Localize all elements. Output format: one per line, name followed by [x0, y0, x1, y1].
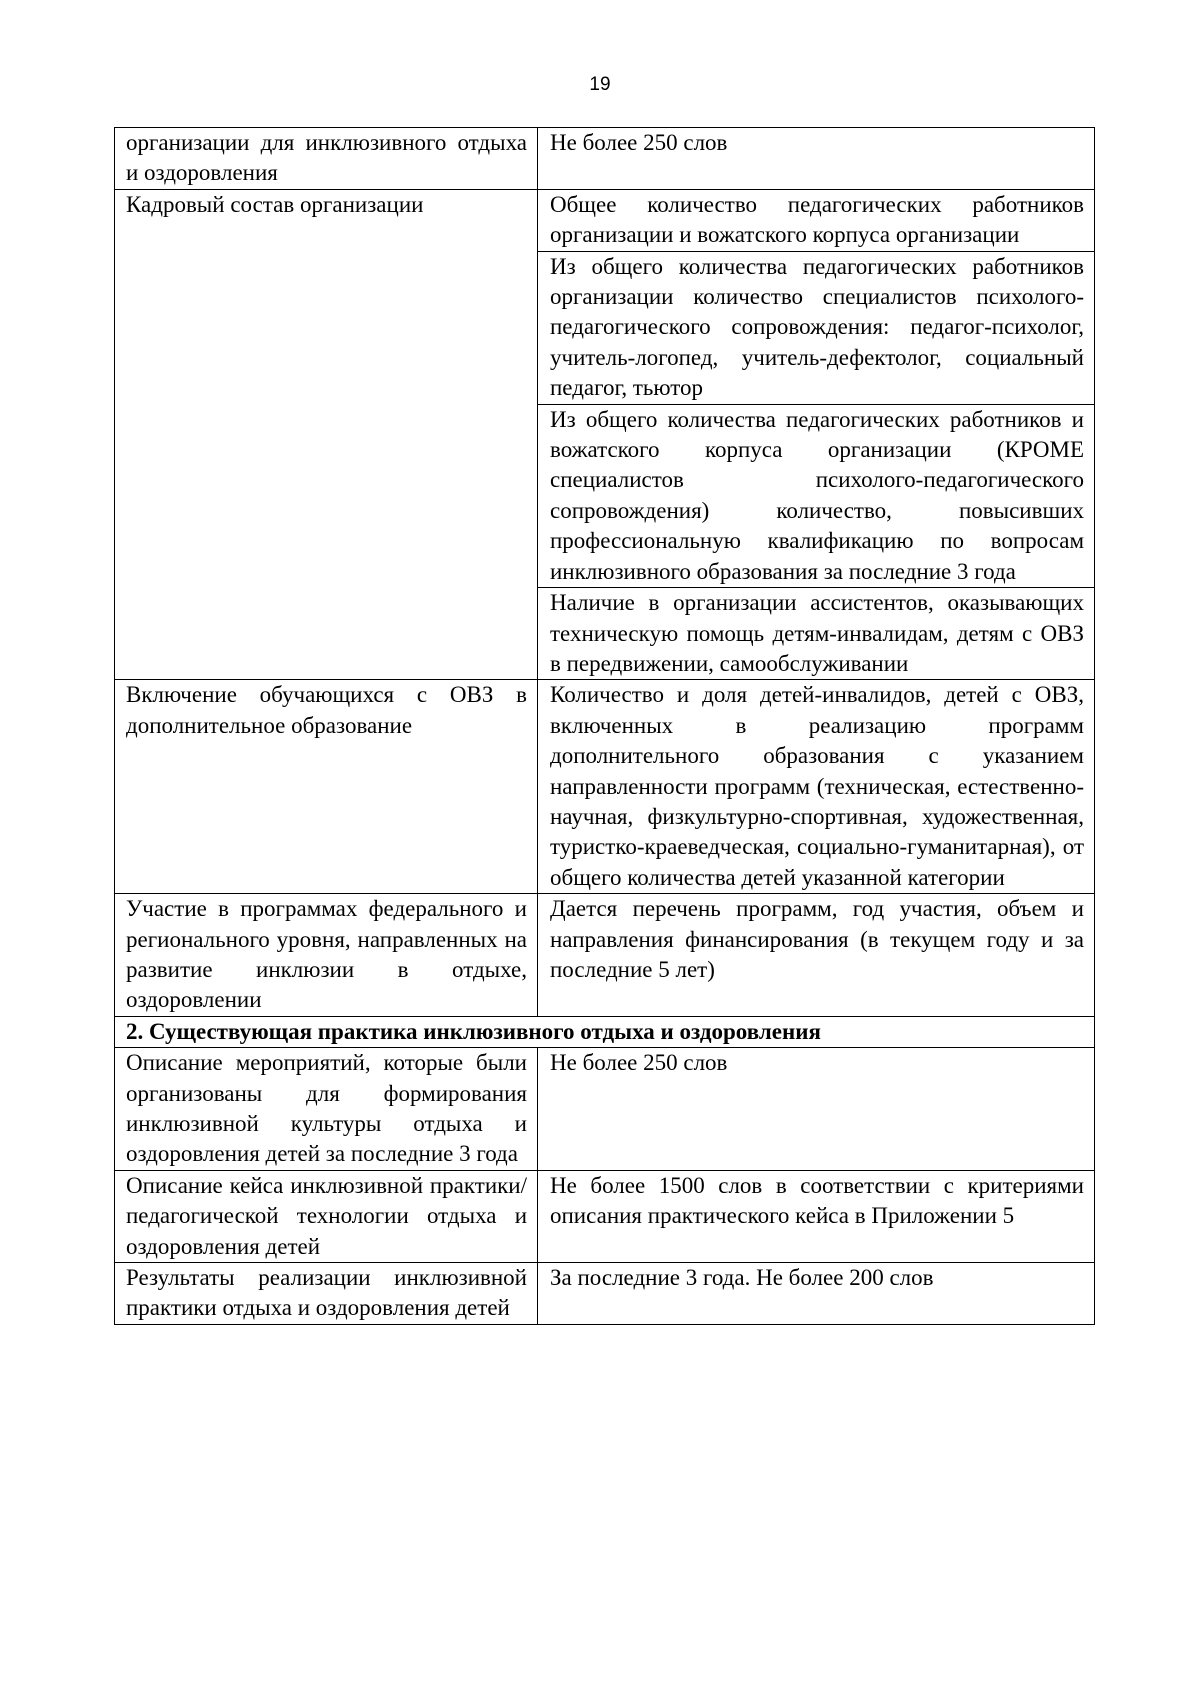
criterion-label: Включение обучающихся с ОВЗ в дополнительное образование	[115, 680, 538, 894]
criterion-requirement: Из общего количества педагогических работников и вожатского корпуса организации (КРОМЕ специалистов психолого-педагогического сопровождения) количество, повысивших профессиональную квалификацию по вопросам инклюзивного образования за последние 3 года	[538, 404, 1095, 587]
table-row	[115, 189, 1095, 251]
criterion-requirement: Не более 250 слов	[538, 1048, 1095, 1171]
criterion-requirement: За последние 3 года. Не более 200 слов	[538, 1263, 1095, 1325]
criterion-requirement: Дается перечень программ, год участия, объем и направления финансирования (в текущем году и за последние 5 лет)	[538, 894, 1095, 1017]
criterion-requirement: Не более 250 слов	[538, 128, 1095, 190]
criterion-label: Кадровый состав организации	[115, 189, 538, 680]
criterion-requirement: Из общего количества педагогических работников организации количество специалистов психолого-педагогического сопровождения: педагог-психолог, учитель-логопед, учитель-дефектолог, социальный педагог, тьютор	[538, 251, 1095, 404]
table-row	[115, 1263, 1095, 1325]
table-row	[115, 894, 1095, 1017]
table-row	[115, 680, 1095, 894]
criterion-requirement: Общее количество педагогических работников организации и вожатского корпуса организации	[538, 189, 1095, 251]
criterion-requirement: Наличие в организации ассистентов, оказывающих техническую помощь детям-инвалидам, детям с ОВЗ в передвижении, самообслуживании	[538, 588, 1095, 680]
section-header-row	[115, 1016, 1095, 1047]
criterion-label: организации для инклюзивного отдыха и оздоровления	[115, 128, 538, 190]
criterion-label: Участие в программах федерального и регионального уровня, направленных на развитие инклюзии в отдыхе, оздоровлении	[115, 894, 538, 1017]
table-row	[115, 128, 1095, 190]
criterion-label: Результаты реализации инклюзивной практики отдыха и оздоровления детей	[115, 1263, 538, 1325]
application-form-table	[114, 127, 1095, 1325]
criterion-label: Описание кейса инклюзивной практики/педагогической технологии отдыха и оздоровления детей	[115, 1170, 538, 1262]
criterion-label: Описание мероприятий, которые были организованы для формирования инклюзивной культуры отдыха и оздоровления детей за последние 3 года	[115, 1048, 538, 1171]
section-title: 2. Существующая практика инклюзивного отдыха и оздоровления	[115, 1016, 1095, 1047]
criterion-requirement: Количество и доля детей-инвалидов, детей с ОВЗ, включенных в реализацию программ дополнительного образования с указанием направленности программ (техническая, естественно-научная, физкультурно-спортивная, художественная, туристко-краеведческая, социально-гуманитарная), от общего количества детей указанной категории	[538, 680, 1095, 894]
page-number: 19	[589, 74, 611, 95]
criterion-requirement: Не более 1500 слов в соответствии с критериями описания практического кейса в Приложении 5	[538, 1170, 1095, 1262]
table-row	[115, 1170, 1095, 1262]
table-row	[115, 1048, 1095, 1171]
